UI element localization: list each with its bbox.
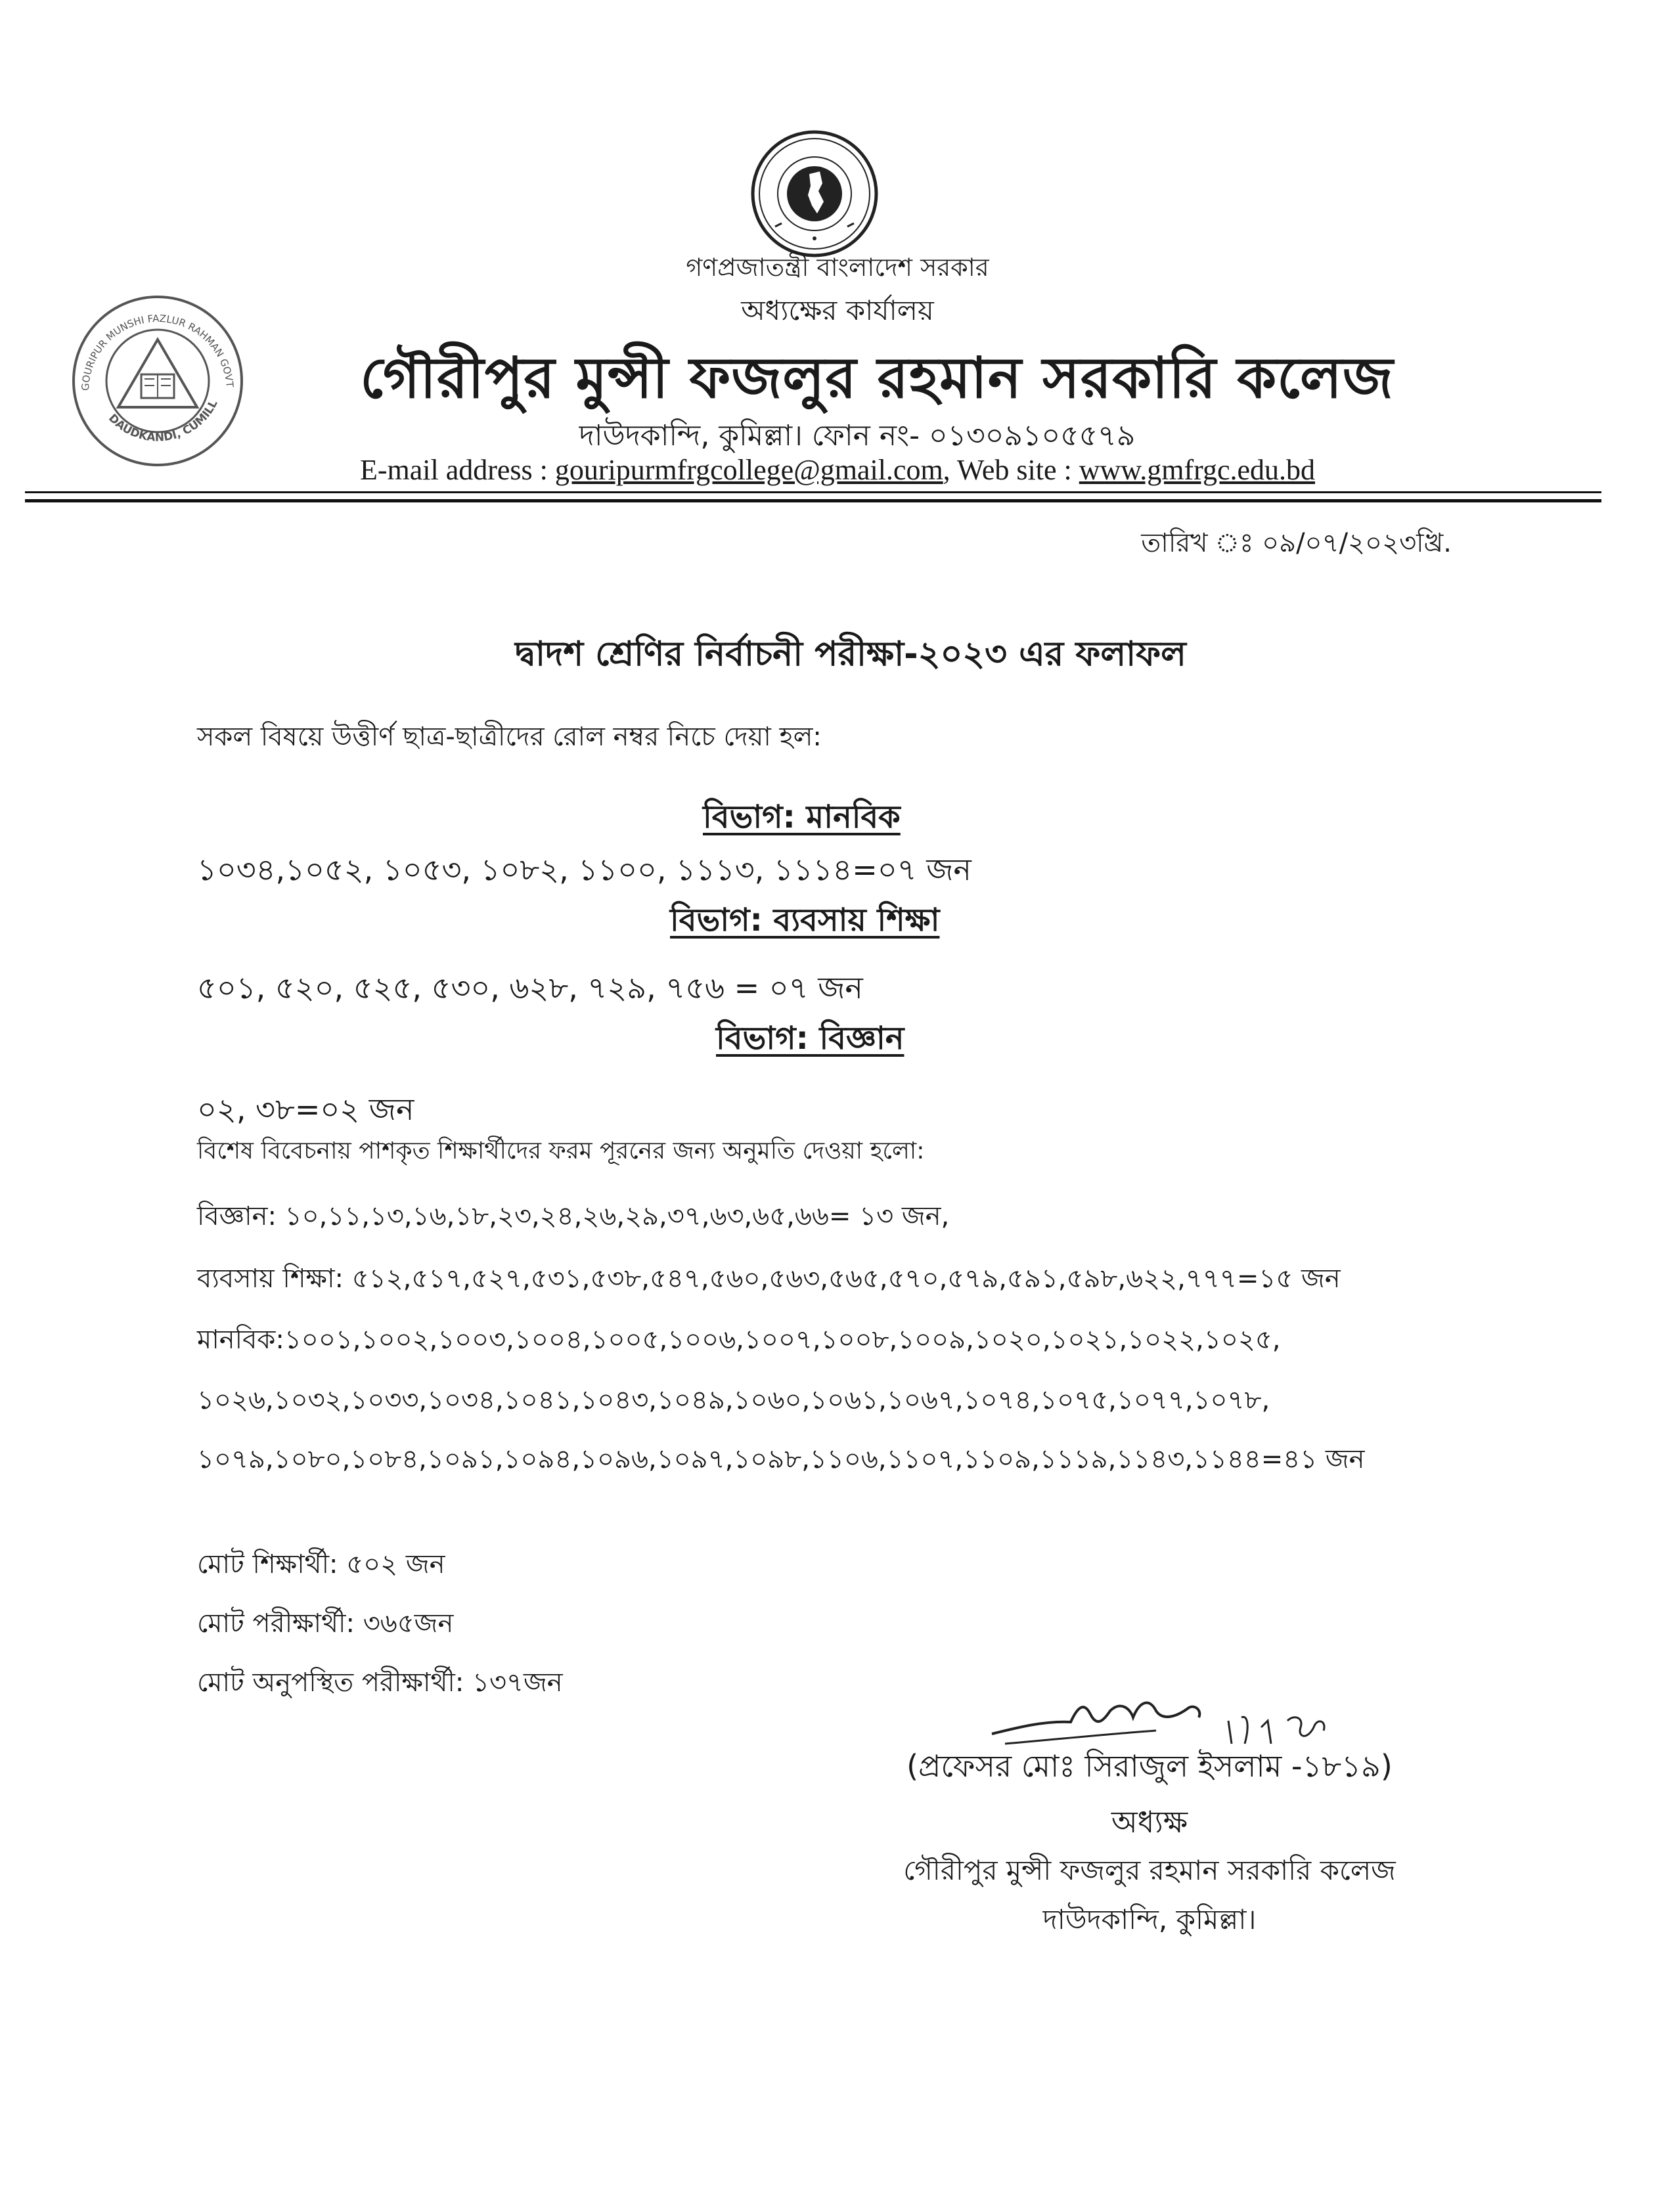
government-emblem [749,128,880,259]
address-line: দাউদকান্দি, কুমিল্লা। ফোন নং- ০১৩০৯১০৫৫৭৯ [579,419,1136,453]
document-date: তারিখ ঃ ০৯/০৭/২০২৩খ্রি. [1141,528,1452,558]
total-students: মোট শিক্ষার্থী: ৫০২ জন [197,1549,445,1580]
special-list-business: ব্যবসায় শিক্ষা: ৫১২,৫১৭,৫২৭,৫৩১,৫৩৮,৫৪৭,৫৬০,৫৬৩,৫৬৫,৫৭০,৫৭৯,৫৯১,৫৯৮,৬২২,৭৭৭=১৫ জন [197,1264,1341,1294]
dept-heading-business: বিভাগ: ব্যবসায় শিক্ষা [670,902,940,939]
email-label: E-mail address : [359,454,555,486]
total-examinees: মোট পরীক্ষার্থী: ৩৬৫জন [197,1608,454,1639]
special-list-science: বিজ্ঞান: ১০,১১,১৩,১৬,১৮,২৩,২৪,২৬,২৯,৩৭,৬৩,৬৫,৬৬= ১৩ জন, [197,1201,950,1231]
svg-text:DAUDKANDI, CUMILLA.: DAUDKANDI, CUMILL [106,397,221,445]
website-link[interactable]: www.gmfrgc.edu.bd [1079,454,1316,486]
signature-college: গৌরীপুর মুন্সী ফজলুর রহমান সরকারি কলেজ [903,1854,1396,1886]
email-link[interactable]: gouripurmfrgcollege@gmail.com [554,454,943,486]
principal-name: (প্রফেসর মোঃ সিরাজুল ইসলাম -১৮১৯) [906,1748,1393,1784]
dept-heading-science: বিভাগ: বিজ্ঞান [716,1020,904,1057]
special-list-humanities-2: ১০২৬,১০৩২,১০৩৩,১০৩৪,১০৪১,১০৪৩,১০৪৯,১০৬০,১০৬১,১০৬৭,১০৭৪,১০৭৫,১০৭৭,১০৭৮, [197,1385,1270,1415]
dept-rolls-science: ০২, ৩৮=০২ জন [197,1092,414,1127]
special-consideration-note: বিশেষ বিবেচনায় পাশকৃত শিক্ষার্থীদের ফরম পূরনের জন্য অনুমতি দেওয়া হলো: [197,1138,925,1164]
principal-title: অধ্যক্ষ [1111,1804,1188,1840]
dept-rolls-business: ৫০১, ৫২০, ৫২৫, ৫৩০, ৬২৮, ৭২৯, ৭৫৬ = ০৭ জন [197,970,863,1006]
special-list-humanities-3: ১০৭৯,১০৮০,১০৮৪,১০৯১,১০৯৪,১০৯৬,১০৯৭,১০৯৮,১১০৬,১১০৭,১১০৯,১১১৯,১১৪৩,১১৪৪=৪১ জন [197,1444,1365,1474]
document-title: দ্বাদশ শ্রেণির নির্বাচনী পরীক্ষা-২০২৩ এর ফলাফল [515,634,1186,674]
contact-line [0,453,1675,487]
office-line: অধ্যক্ষের কার্যালয় [741,294,934,326]
special-list-humanities-1: মানবিক:১০০১,১০০২,১০০৩,১০০৪,১০০৫,১০০৬,১০০৭,১০০৮,১০০৯,১০২০,১০২১,১০২২,১০২৫, [197,1325,1281,1355]
intro-text: সকল বিষয়ে উত্তীর্ণ ছাত্র-ছাত্রীদের রোল নম্বর নিচে দেয়া হল: [197,722,822,752]
dept-heading-humanities: বিভাগ: মানবিক [703,799,901,835]
total-absent: মোট অনুপস্থিত পরীক্ষার্থী: ১৩৭জন [197,1668,563,1698]
government-line: গণপ্রজাতন্ত্রী বাংলাদেশ সরকার [686,253,989,282]
header-divider [25,491,1601,493]
signature-place: দাউদকান্দি, কুমিল্লা। [1042,1903,1257,1936]
college-name: গৌরীপুর মুন্সী ফজলুর রহমান সরকারি কলেজ [360,345,1394,411]
svg-text:GOURIPUR MUNSHI FAZLUR RAHMAN: GOURIPUR MUNSHI FAZLUR RAHMAN GOVT [79,312,236,391]
web-label: , Web site : [943,454,1079,486]
dept-rolls-humanities: ১০৩৪,১০৫২, ১০৫৩, ১০৮২, ১১০০, ১১১৩, ১১১৪=০৭ জন [197,852,972,887]
header-divider-thick [25,499,1601,502]
